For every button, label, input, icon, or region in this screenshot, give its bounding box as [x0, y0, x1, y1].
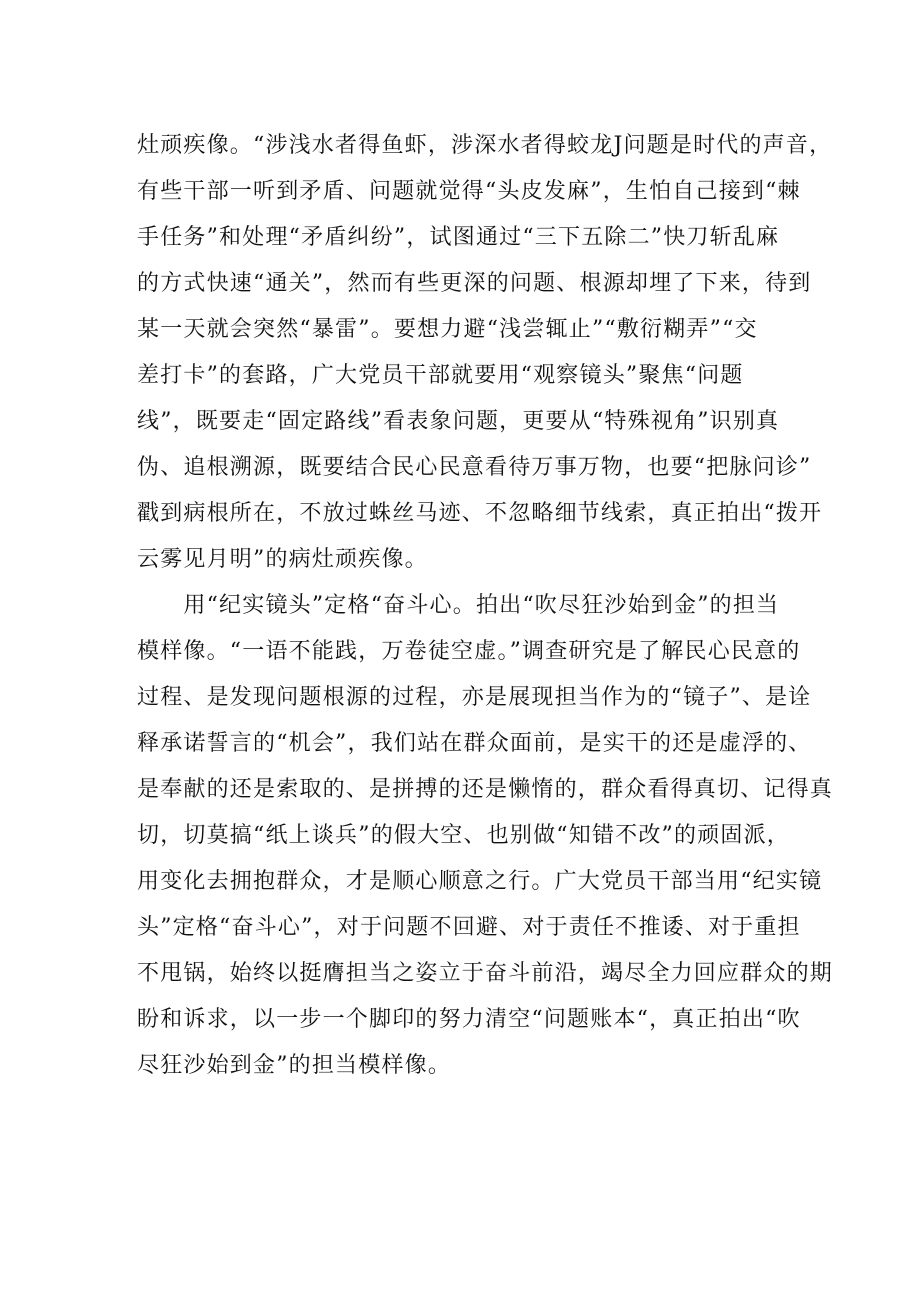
text-line: 盼和诉求，以一步一个脚印的努力清空“问题账本“，真正拍出“吹 [137, 1007, 801, 1032]
text-line: 尽狂沙始到金”的担当模样像。 [137, 1053, 452, 1078]
text-line: 差打卡”的套路，广大党员干部就要用“观察镜头”聚焦“问题 [137, 363, 744, 388]
text-line: 有些干部一听到矛盾、问题就觉得“头皮发麻”，生怕自己接到“棘 [137, 179, 801, 204]
text-line: 手任务”和处理“矛盾纠纷”，试图通过“三下五除二”快刀斩乱麻 [137, 225, 780, 250]
text-line: 切，切莫搞“纸上谈兵”的假大空、也别做“知错不改”的顽固派， [137, 823, 790, 848]
text-line: 不甩锅，始终以挺膺担当之姿立于奋斗前沿，竭尽全力回应群众的期 [137, 961, 834, 986]
text-line: 线”，既要走“固定路线”看表象问题，更要从“特殊视角”识别真 [137, 409, 780, 434]
text-line: 用“纪实镜头”定格“奋斗心。拍出“吹尽狂沙始到金”的担当 [137, 593, 780, 618]
text-line: 用变化去拥抱群众，才是顺心顺意之行。广大党员干部当用“纪实镜 [137, 869, 823, 894]
text-line: 伪、追根溯源，既要结合民心民意看待万事万物，也要“把脉问诊” [137, 455, 812, 480]
text-line: 云雾见月明”的病灶顽疾像。 [137, 547, 428, 572]
text-line: 灶顽疾像。“涉浅水者得鱼虾，涉深水者得蛟龙J问题是时代的声音， [137, 133, 833, 158]
text-line: 戳到病根所在，不放过蛛丝马迹、不忽略细节线索，真正拍出“拨开 [137, 501, 823, 526]
text-line: 的方式快速“通关”，然而有些更深的问题、根源却埋了下来，待到 [137, 271, 812, 296]
text-line: 是奉献的还是索取的、是拼搏的还是懒惰的，群众看得真切、记得真 [137, 777, 834, 802]
text-line: 头”定格“奋斗心”，对于问题不回避、对于责任不推诿、对于重担 [137, 915, 801, 940]
text-line: 释承诺誓言的“机会”，我们站在群众面前，是实干的还是虚浮的、 [137, 731, 812, 756]
text-line: 某一天就会突然“暴雷”。要想力避“浅尝辄止”“敷衍糊弄”“交 [137, 317, 758, 342]
text-line: 过程、是发现问题根源的过程，亦是展现担当作为的“镜子”、是诠 [137, 685, 812, 710]
text-line: 模样像。“一语不能践，万卷徒空虚。”调查研究是了解民心民意的 [137, 639, 801, 664]
